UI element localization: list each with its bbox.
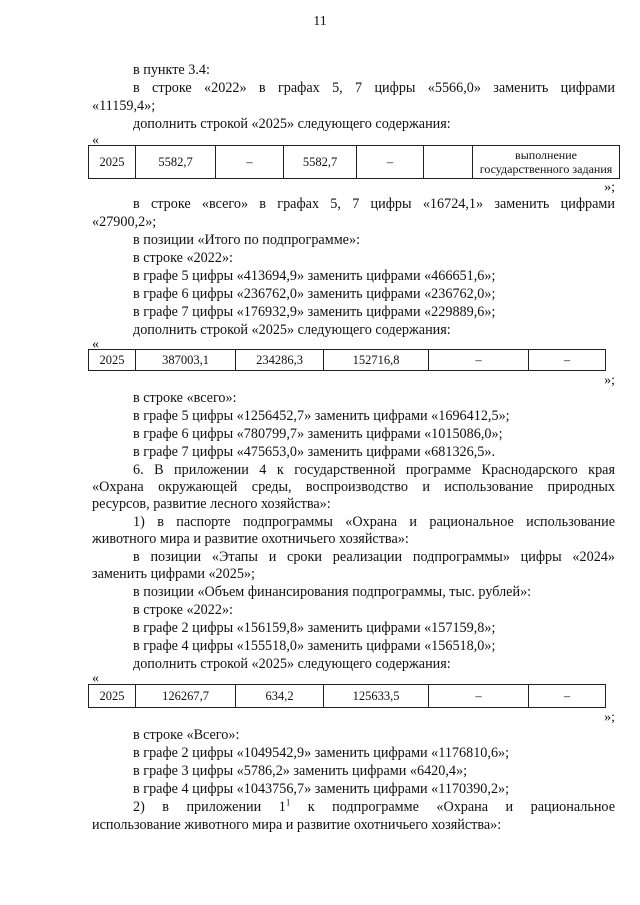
table-cell: 234286,3: [236, 350, 324, 371]
table-cell: –: [529, 350, 606, 371]
table-cell: –: [357, 146, 424, 179]
text-line: животного мира и развитие охотничьего хозяйства»:: [92, 531, 409, 547]
text-line: в позиции «Итого по подпрограмме»:: [133, 232, 361, 248]
text-line: в графе 2 цифры «156159,8» заменить цифрами «157159,8»;: [133, 620, 496, 636]
text-line: ресурсов, развитие лесного хозяйства»:: [92, 496, 331, 512]
text-line: в графе 2 цифры «1049542,9» заменить цифрами «1176810,6»;: [133, 745, 510, 761]
text-line: дополнить строкой «2025» следующего содержания:: [133, 116, 451, 132]
text-line: в строке «2022»:: [133, 602, 233, 618]
amendment-table-1: [88, 145, 620, 179]
text-line: заменить цифрами «2025»;: [92, 566, 255, 582]
page-number: 11: [313, 14, 327, 29]
table-cell: [424, 146, 473, 179]
table-cell: 152716,8: [324, 350, 429, 371]
table-cell: –: [216, 146, 284, 179]
text-line: «11159,4»;: [92, 98, 156, 114]
table-cell: –: [429, 350, 529, 371]
text-line: в графе 3 цифры «5786,2» заменить цифрами «6420,4»;: [133, 763, 468, 779]
table-cell: –: [529, 685, 606, 708]
table-cell: 2025: [89, 685, 136, 708]
table-cell: 126267,7: [136, 685, 236, 708]
quote-close: »;: [604, 180, 615, 195]
table-cell: 5582,7: [284, 146, 357, 179]
text-line: дополнить строкой «2025» следующего содержания:: [133, 656, 451, 672]
superscript: 1: [285, 797, 291, 808]
text-line: в графе 6 цифры «236762,0» заменить цифрами «236762,0»;: [133, 286, 496, 302]
quote-close: »;: [604, 373, 615, 388]
text-line: в графе 5 цифры «413694,9» заменить цифрами «466651,6»;: [133, 268, 496, 284]
text-line: в строке «2022»:: [133, 250, 233, 266]
text-line: 1) в паспорте подпрограммы «Охрана и рациональное использование: [133, 514, 615, 530]
table-cell: 2025: [89, 350, 136, 371]
text-line: в графе 4 цифры «155518,0» заменить цифрами «156518,0»;: [133, 638, 496, 654]
table-cell-purpose: [473, 146, 620, 179]
table-row: [89, 146, 620, 179]
text-line: в графе 4 цифры «1043756,7» заменить цифрами «1170390,2»;: [133, 781, 510, 797]
text-line: в графе 7 цифры «176932,9» заменить цифрами «229889,6»;: [133, 304, 496, 320]
text-line: использование животного мира и развитие охотничьего хозяйства»:: [92, 817, 502, 833]
table-cell: –: [429, 685, 529, 708]
table-cell: 2025: [89, 146, 136, 179]
text-line: в строке «всего»:: [133, 390, 237, 406]
text-fragment: 2) в приложении 1: [133, 799, 286, 815]
text-line: «27900,2»;: [92, 214, 157, 230]
purpose-line: выполнение: [515, 148, 577, 162]
text-line: [133, 799, 615, 816]
table-row: [89, 350, 606, 371]
table-cell: 634,2: [236, 685, 324, 708]
amendment-table-3: [88, 684, 606, 708]
table-row: [89, 685, 606, 708]
text-line: дополнить строкой «2025» следующего содержания:: [133, 322, 451, 338]
text-line: «Охрана окружающей среды, воспроизводство и использование природных: [92, 479, 615, 495]
quote-close: »;: [604, 710, 615, 725]
table-cell: 5582,7: [136, 146, 216, 179]
table-cell: 387003,1: [136, 350, 236, 371]
text-line: 6. В приложении 4 к государственной программе Краснодарского края: [133, 462, 615, 478]
amendment-table-2: [88, 349, 606, 371]
text-fragment: к подпрограмме «Охрана и рациональное: [290, 799, 615, 815]
text-line: в графе 5 цифры «1256452,7» заменить цифрами «1696412,5»;: [133, 408, 510, 424]
table-cell: 125633,5: [324, 685, 429, 708]
text-line: в строке «2022» в графах 5, 7 цифры «5566,0» заменить цифрами: [133, 80, 615, 96]
text-line: в строке «Всего»:: [133, 727, 240, 743]
quote-open: «: [92, 133, 99, 148]
quote-open: «: [92, 337, 99, 352]
text-line: в графе 6 цифры «780799,7» заменить цифрами «1015086,0»;: [133, 426, 503, 442]
purpose-line: государственного задания: [479, 162, 613, 176]
text-line: в строке «всего» в графах 5, 7 цифры «16724,1» заменить цифрами: [133, 196, 615, 212]
text-line: в пункте 3.4:: [133, 62, 210, 78]
text-line: в позиции «Этапы и сроки реализации подпрограммы» цифры «2024»: [133, 549, 615, 565]
text-line: в графе 7 цифры «475653,0» заменить цифрами «681326,5».: [133, 444, 496, 460]
text-line: в позиции «Объем финансирования подпрограммы, тыс. рублей»:: [133, 584, 532, 600]
quote-open: «: [92, 671, 99, 686]
